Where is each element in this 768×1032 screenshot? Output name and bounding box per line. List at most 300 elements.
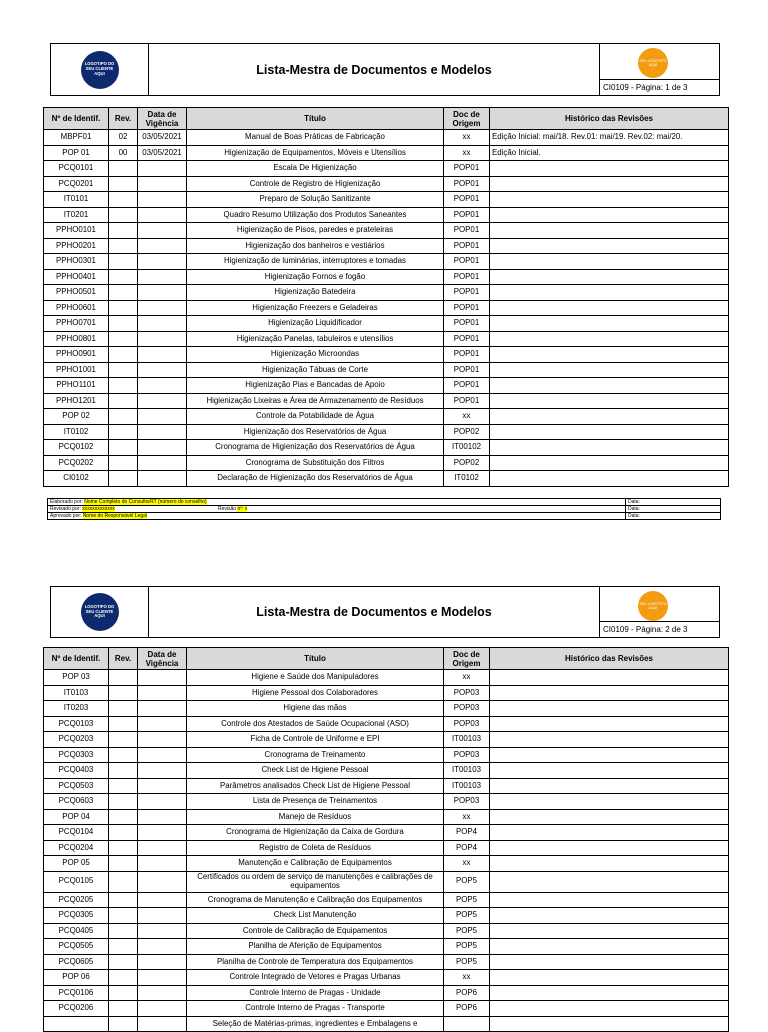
col-title-cell: Controle Interno de Pragas - Transporte [187,1001,444,1017]
col-date-cell [138,362,187,378]
col-rev-cell: 02 [109,130,138,146]
col-history-cell [490,471,729,487]
col-rev-cell [109,685,138,701]
col-date-cell [138,794,187,810]
col-title-cell: Higiene e Saúde dos Manipuladores [187,670,444,686]
col-origin-cell: xx [444,130,490,146]
col-id-cell: PCQ0206 [44,1001,109,1017]
col-id-cell: PCQ0303 [44,747,109,763]
col-history-cell: Edição Inicial. [490,145,729,161]
col-rev-cell [109,825,138,841]
col-date-cell [138,856,187,872]
col-rev-cell [109,362,138,378]
col-date-cell [138,269,187,285]
table-row [44,716,729,732]
col-date-cell [138,455,187,471]
col-history-cell [490,254,729,270]
col-id-cell: PCQ0202 [44,455,109,471]
col-history-cell [490,763,729,779]
col-title-cell: Check List Manutenção [187,908,444,924]
table-row [44,908,729,924]
col-id-cell: PCQ0201 [44,176,109,192]
col-history-cell [490,856,729,872]
col-date-cell [138,778,187,794]
table-row [44,954,729,970]
col-date-cell [138,685,187,701]
col-title-cell: Higienização de luminárias, interruptores e tomadas [187,254,444,270]
table-row [44,176,729,192]
table-row [44,316,729,332]
col-date-cell [138,176,187,192]
col-title-cell: Higienização dos Reservatórios de Água [187,424,444,440]
col-history-cell [490,923,729,939]
header-col-origin: Doc de Origem [444,108,490,130]
col-rev-cell [109,269,138,285]
header-col-title: Título [187,108,444,130]
consultant-logo: SEU LOGOTIPO AQUI [638,591,668,621]
col-id-cell: PCQ0503 [44,778,109,794]
col-title-cell: Controle Integrado de Vetores e Pragas Urbanas [187,970,444,986]
col-rev-cell [109,954,138,970]
header-col-history: Histórico das Revisões [490,108,729,130]
header-col-history: Histórico das Revisões [490,648,729,670]
col-title-cell: Preparo de Solução Sanitizante [187,192,444,208]
header-col-rev: Rev. [109,648,138,670]
col-origin-cell: POP01 [444,331,490,347]
col-title-cell: Escala De Higienização [187,161,444,177]
col-history-cell [490,362,729,378]
col-origin-cell: POP5 [444,892,490,908]
col-title-cell: Planilha de Controle de Temperatura dos Equipamentos [187,954,444,970]
table-row [44,254,729,270]
col-rev-cell [109,840,138,856]
col-date-cell: 03/05/2021 [138,130,187,146]
col-title-cell: Higienização Panelas, tabuleiros e utensílios [187,331,444,347]
col-date-cell [138,238,187,254]
col-rev-cell [109,908,138,924]
col-date-cell [138,192,187,208]
col-history-cell [490,300,729,316]
col-history-cell [490,238,729,254]
col-history-cell [490,393,729,409]
col-id-cell: PCQ0305 [44,908,109,924]
col-rev-cell [109,331,138,347]
col-title-cell: Quadro Resumo Utilização dos Produtos Saneantes [187,207,444,223]
col-date-cell [138,716,187,732]
col-origin-cell: xx [444,856,490,872]
col-date-cell [138,732,187,748]
col-history-cell [490,440,729,456]
col-origin-cell: POP6 [444,985,490,1001]
header-col-origin: Doc de Origem [444,648,490,670]
col-id-cell: POP 02 [44,409,109,425]
col-title-cell: Lista de Presença de Treinamentos [187,794,444,810]
col-title-cell: Manual de Boas Práticas de Fabricação [187,130,444,146]
col-id-cell: PPHO0801 [44,331,109,347]
table-row [44,331,729,347]
col-origin-cell: xx [444,809,490,825]
col-rev-cell [109,316,138,332]
col-title-cell: Manutenção e Calibração de Equipamentos [187,856,444,872]
table-row [44,1001,729,1017]
col-origin-cell: POP4 [444,840,490,856]
col-history-cell [490,985,729,1001]
col-history-cell [490,347,729,363]
col-date-cell [138,378,187,394]
page-title: Lista-Mestra de Documentos e Modelos [256,605,492,619]
table-row [44,985,729,1001]
table-row [44,347,729,363]
table-header-row [44,108,729,130]
col-rev-cell [109,409,138,425]
col-rev-cell [109,393,138,409]
col-rev-cell [109,1001,138,1017]
col-rev-cell: 00 [109,145,138,161]
col-id-cell: POP 03 [44,670,109,686]
col-history-cell [490,970,729,986]
col-origin-cell: xx [444,145,490,161]
col-date-cell [138,747,187,763]
col-title-cell: Higienização Microondas [187,347,444,363]
revision-label: Revisão [218,506,237,512]
col-title-cell: Higiene das mãos [187,701,444,717]
col-history-cell [490,670,729,686]
col-history-cell [490,269,729,285]
col-origin-cell: POP01 [444,347,490,363]
header-right-cell [599,44,719,95]
col-rev-cell [109,670,138,686]
reviewed-by-label: Revisado por: [50,506,81,512]
table-row [44,747,729,763]
col-rev-cell [109,778,138,794]
document-register-table-page1 [43,107,729,487]
col-rev-cell [109,347,138,363]
table-row [44,892,729,908]
col-title-cell: Higienização de Equipamentos, Móveis e Utensílios [187,145,444,161]
col-id-cell: POP 05 [44,856,109,872]
col-date-cell [138,223,187,239]
header-col-rev: Rev. [109,108,138,130]
col-date-cell [138,440,187,456]
table-row [44,970,729,986]
col-date-cell [138,892,187,908]
col-origin-cell: POP03 [444,716,490,732]
approved-by-line [48,513,720,519]
table-row [44,424,729,440]
table-row [44,871,729,892]
col-title-cell: Controle da Potabilidade de Água [187,409,444,425]
col-history-cell [490,409,729,425]
col-date-cell [138,471,187,487]
col-id-cell: IT0102 [44,424,109,440]
col-date-cell [138,285,187,301]
col-title-cell: Controle Interno de Pragas - Unidade [187,985,444,1001]
col-history-cell [490,809,729,825]
col-id-cell: PPHO0301 [44,254,109,270]
table-row [44,378,729,394]
table-header-row [44,648,729,670]
col-date-cell [138,840,187,856]
document-register-table-page2 [43,647,729,1032]
table-row [44,192,729,208]
col-rev-cell [109,794,138,810]
client-logo: LOGOTIPO DO SEU CLIENTE AQUI [81,593,119,631]
col-date-cell [138,670,187,686]
col-date-cell [138,701,187,717]
col-title-cell: Higienização Tábuas de Corte [187,362,444,378]
col-date-cell [138,970,187,986]
col-history-cell [490,207,729,223]
col-id-cell: PCQ0102 [44,440,109,456]
table-row [44,300,729,316]
table-row [44,939,729,955]
col-origin-cell: POP03 [444,701,490,717]
table-row [44,285,729,301]
col-history-cell [490,716,729,732]
col-id-cell: PPHO0201 [44,238,109,254]
col-origin-cell: POP5 [444,923,490,939]
col-history-cell [490,424,729,440]
col-rev-cell [109,455,138,471]
col-id-cell: PCQ0101 [44,161,109,177]
table-row [44,685,729,701]
col-date-cell [138,207,187,223]
col-origin-cell: POP01 [444,207,490,223]
col-title-cell: Check List de Higiene Pessoal [187,763,444,779]
col-origin-cell: POP03 [444,685,490,701]
col-rev-cell [109,871,138,892]
date-label: Data: [625,499,640,505]
col-rev-cell [109,424,138,440]
col-date-cell [138,763,187,779]
col-id-cell: IT0101 [44,192,109,208]
col-title-cell: Parâmetros analisados Check List de Higiene Pessoal [187,778,444,794]
approved-by-value: Nome do Responsável Legal [82,513,148,519]
col-rev-cell [109,238,138,254]
col-id-cell: PCQ0204 [44,840,109,856]
col-date-cell [138,300,187,316]
reviewed-by-line [48,506,720,513]
col-history-cell [490,378,729,394]
header-col-title: Título [187,648,444,670]
col-rev-cell [109,809,138,825]
col-rev-cell [109,176,138,192]
col-title-cell: Controle de Calibração de Equipamentos [187,923,444,939]
header-col-date: Data de Vigência [138,648,187,670]
col-date-cell [138,985,187,1001]
page-title: Lista-Mestra de Documentos e Modelos [256,62,492,77]
col-rev-cell [109,378,138,394]
col-date-cell [138,939,187,955]
col-rev-cell [109,254,138,270]
col-date-cell [138,923,187,939]
col-id-cell: PPHO0401 [44,269,109,285]
col-title-cell: Manejo de Resíduos [187,809,444,825]
col-title-cell: Cronograma de Higienização dos Reservatórios de Água [187,440,444,456]
col-origin-cell: POP01 [444,269,490,285]
col-rev-cell [109,161,138,177]
table-row [44,732,729,748]
col-date-cell [138,331,187,347]
col-id-cell: POP 04 [44,809,109,825]
col-rev-cell [109,440,138,456]
col-id-cell: PCQ0405 [44,923,109,939]
col-history-cell [490,455,729,471]
col-date-cell [138,254,187,270]
col-history-cell [490,176,729,192]
col-title-cell: Higienização de Pisos, paredes e prateleiras [187,223,444,239]
col-title-cell: Cronograma de Substituição dos Filtros [187,455,444,471]
col-origin-cell: POP01 [444,316,490,332]
revision-value: nº: x [237,506,248,512]
col-history-cell [490,161,729,177]
col-origin-cell: POP01 [444,393,490,409]
table-row [44,223,729,239]
col-title-cell: Declaração de Higienização dos Reservatórios de Água [187,471,444,487]
col-history-cell [490,939,729,955]
table-row [44,161,729,177]
col-history-cell [490,331,729,347]
col-id-cell: CI0102 [44,471,109,487]
col-origin-cell: POP6 [444,1001,490,1017]
table-row [44,362,729,378]
date-label: Data: [625,513,640,519]
col-id-cell: PPHO0501 [44,285,109,301]
col-origin-cell: xx [444,670,490,686]
col-history-cell [490,825,729,841]
col-origin-cell: POP03 [444,794,490,810]
col-id-cell: PPHO0901 [44,347,109,363]
col-history-cell: Edição Inicial: mai/18. Rev.01: mai/19. Rev.02: mai/20. [490,130,729,146]
approved-by-label: Aprovado por: [50,513,82,519]
col-origin-cell: IT00103 [444,763,490,779]
col-origin-cell: POP01 [444,362,490,378]
col-history-cell [490,892,729,908]
table-row [44,809,729,825]
col-id-cell: POP 06 [44,970,109,986]
elaborated-by-label: Elaborado por: [50,499,83,505]
table-row [44,145,729,161]
col-rev-cell [109,207,138,223]
col-history-cell [490,685,729,701]
col-date-cell [138,393,187,409]
col-origin-cell: POP03 [444,747,490,763]
col-history-cell [490,316,729,332]
col-title-cell: Higienização Pias e Bancadas de Apoio [187,378,444,394]
col-id-cell: PCQ0203 [44,732,109,748]
col-id-cell: IT0103 [44,685,109,701]
col-id-cell: PCQ0105 [44,871,109,892]
col-rev-cell [109,300,138,316]
page-code: CI0109 - Página: 2 de 3 [600,621,719,637]
table-row [44,670,729,686]
col-id-cell: PCQ0103 [44,716,109,732]
col-title-cell: Higienização Lixeiras e Área de Armazenamento de Resíduos [187,393,444,409]
col-origin-cell: POP02 [444,455,490,471]
col-origin-cell: POP5 [444,939,490,955]
col-date-cell [138,424,187,440]
col-date-cell [138,871,187,892]
signature-block [47,498,721,520]
col-id-cell: PPHO1001 [44,362,109,378]
table-row [44,778,729,794]
col-history-cell [490,778,729,794]
col-id-cell: PCQ0505 [44,939,109,955]
table-row [44,238,729,254]
col-origin-cell: POP01 [444,285,490,301]
table-body [44,670,729,1032]
col-origin-cell: POP01 [444,176,490,192]
col-origin-cell: xx [444,409,490,425]
col-origin-cell: POP01 [444,223,490,239]
col-date-cell [138,347,187,363]
client-logo: LOGOTIPO DO SEU CLIENTE AQUI [81,51,119,89]
header-col-id: Nº de Identif. [44,648,109,670]
date-label: Data: [625,506,640,512]
col-date-cell [138,908,187,924]
col-rev-cell [109,223,138,239]
col-id-cell: PPHO0701 [44,316,109,332]
table-row [44,440,729,456]
reviewed-by-value: xxxxxxxxxxxxx [82,506,115,512]
col-rev-cell [109,892,138,908]
page1-header [50,43,720,96]
col-origin-cell: POP01 [444,300,490,316]
table-row [44,763,729,779]
col-origin-cell: POP01 [444,192,490,208]
col-origin-cell: IT0102 [444,471,490,487]
col-rev-cell [109,856,138,872]
col-origin-cell: xx [444,970,490,986]
col-rev-cell [109,939,138,955]
col-origin-cell: POP01 [444,254,490,270]
col-history-cell [490,954,729,970]
table-row [44,923,729,939]
col-origin-cell: IT00103 [444,778,490,794]
col-origin-cell: POP01 [444,161,490,177]
col-title-cell: Registro de Coleta de Resíduos [187,840,444,856]
col-date-cell [138,1001,187,1017]
col-origin-cell: POP5 [444,871,490,892]
col-rev-cell [109,763,138,779]
col-id-cell: IT0201 [44,207,109,223]
col-title-cell: Certificados ou ordem de serviço de manutenções e calibrações de equipamentos [187,871,444,892]
col-rev-cell [109,732,138,748]
col-history-cell [490,840,729,856]
col-date-cell [138,161,187,177]
table-row [44,825,729,841]
col-history-cell [490,285,729,301]
table-row [44,409,729,425]
col-id-cell: PCQ0403 [44,763,109,779]
col-id-cell: PCQ0104 [44,825,109,841]
client-logo-cell [51,587,149,637]
col-origin-cell: POP01 [444,378,490,394]
table-row [44,840,729,856]
col-history-cell [490,908,729,924]
col-title-cell: Higienização Freezers e Geladeiras [187,300,444,316]
client-logo-cell [51,44,149,95]
col-title-cell: Higienização Fornos e fogão [187,269,444,285]
col-history-cell [490,871,729,892]
col-date-cell [138,825,187,841]
table-body [44,130,729,487]
header-col-date: Data de Vigência [138,108,187,130]
col-rev-cell [109,701,138,717]
col-history-cell [490,1001,729,1017]
col-rev-cell [109,285,138,301]
col-history-cell [490,747,729,763]
